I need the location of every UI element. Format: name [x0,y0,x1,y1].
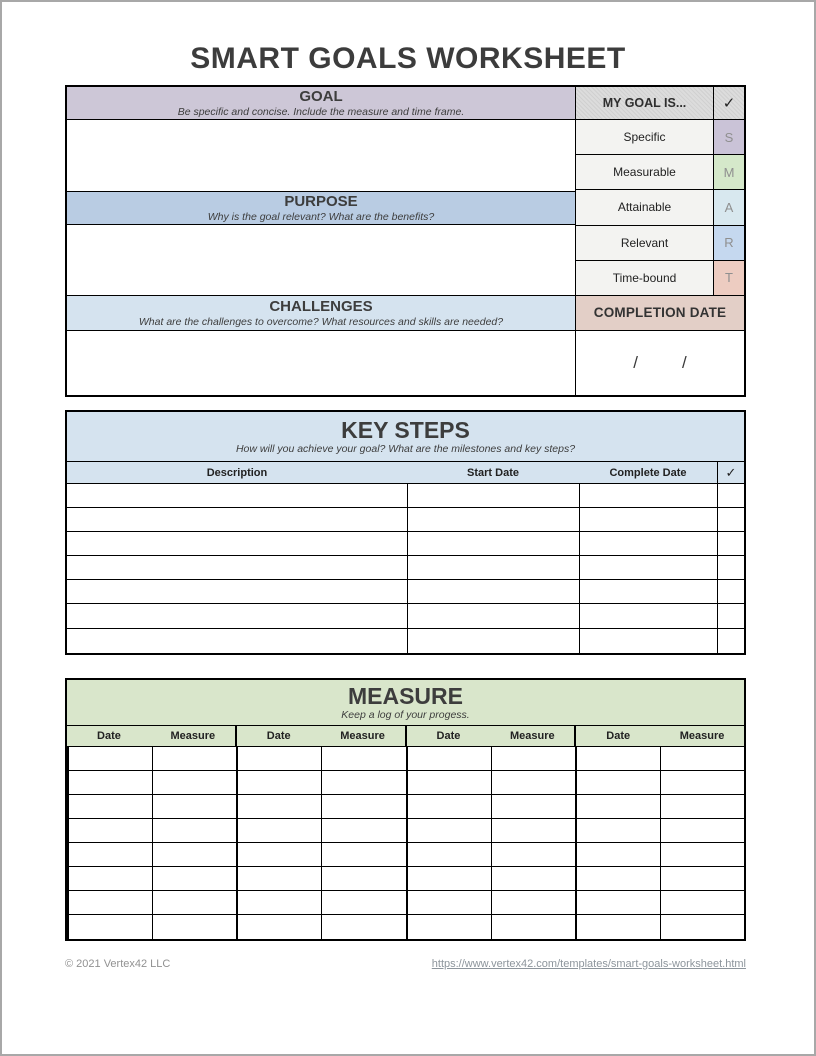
col-header-complete-date: Complete Date [609,466,687,479]
key-step-start-date-cell[interactable] [407,604,579,627]
measure-value-cell[interactable] [152,819,236,842]
key-steps-row [67,508,744,532]
key-step-check-cell[interactable] [717,556,744,579]
measure-date-cell[interactable] [236,891,321,914]
measure-col-date-header: Date [574,726,660,746]
measure-row [67,819,744,843]
measure-date-cell[interactable] [236,915,321,939]
measure-value-cell[interactable] [152,843,236,866]
key-steps-title: KEY STEPS [341,416,470,443]
purpose-title: PURPOSE [284,193,358,211]
measure-value-cell[interactable] [660,819,744,842]
goal-title: GOAL [299,88,343,106]
key-steps-table [65,410,746,655]
key-step-check-cell[interactable] [717,508,744,531]
measure-date-cell[interactable] [236,747,321,770]
purpose-subtitle: Why is the goal relevant? What are the benefits? [207,210,435,223]
my-goal-is-label: MY GOAL IS... [576,87,713,119]
smart-label: Relevant [576,226,713,260]
measure-columns-row [67,726,744,747]
footer [65,958,746,970]
key-step-complete-date-cell[interactable] [579,604,717,627]
measure-col-date-header: Date [405,726,491,746]
measure-date-cell[interactable] [236,867,321,890]
smart-panel [576,87,744,395]
col-header-start-date: Start Date [467,466,519,479]
goal-table-left [67,87,576,395]
measure-date-cell[interactable] [236,819,321,842]
col-header-description: Description [206,466,268,479]
measure-value-cell[interactable] [491,771,575,794]
measure-value-cell[interactable] [491,747,575,770]
smart-check-cell-s[interactable]: S [713,120,744,154]
key-step-complete-date-cell[interactable] [579,532,717,555]
measure-value-cell[interactable] [491,819,575,842]
measure-col-measure-header: Measure [340,729,385,742]
measure-value-cell[interactable] [152,891,236,914]
smart-label: Time-bound [576,261,713,295]
copyright-text: © 2021 Vertex42 LLC [65,957,171,970]
key-step-check-cell[interactable] [717,604,744,627]
smart-check-cell-t[interactable]: T [713,261,744,295]
measure-title: MEASURE [347,682,463,709]
measure-body [67,747,744,939]
measure-value-cell[interactable] [660,867,744,890]
challenges-subtitle: What are the challenges to overcome? What resources and skills are needed? [138,315,504,328]
goal-table [65,85,746,397]
completion-date-entry-area[interactable] [576,331,744,395]
measure-date-cell[interactable] [406,891,491,914]
measure-value-cell[interactable] [660,891,744,914]
measure-date-cell[interactable] [67,747,152,770]
key-step-description-cell[interactable] [67,484,407,507]
measure-col-date-header: Date [235,726,321,746]
check-icon: ✓ [722,95,736,112]
smart-row-measurable [576,155,744,190]
measure-value-cell[interactable] [660,795,744,818]
measure-value-cell[interactable] [152,747,236,770]
content [65,85,746,970]
key-steps-row [67,484,744,508]
key-step-start-date-cell[interactable] [407,484,579,507]
measure-table [65,678,746,941]
measure-date-cell[interactable] [575,747,660,770]
measure-value-cell[interactable] [321,891,405,914]
measure-date-cell[interactable] [575,843,660,866]
measure-date-cell[interactable] [406,771,491,794]
key-steps-row [67,629,744,653]
measure-value-cell[interactable] [321,867,405,890]
key-steps-body [67,484,744,653]
measure-value-cell[interactable] [660,747,744,770]
smart-check-cell-m[interactable]: M [713,155,744,189]
key-step-description-cell[interactable] [67,629,407,653]
key-steps-subtitle: How will you achieve your goal? What are the milestones and key steps? [235,443,576,456]
smart-label: Attainable [576,190,713,224]
measure-col-measure-header: Measure [170,729,216,742]
challenges-header [67,296,575,331]
goal-write-area[interactable] [67,120,575,192]
smart-check-cell-r[interactable]: R [713,226,744,260]
measure-date-cell[interactable] [236,843,321,866]
key-steps-row [67,580,744,604]
measure-value-cell[interactable] [491,867,575,890]
measure-date-cell[interactable] [406,867,491,890]
measure-date-cell[interactable] [406,915,491,939]
key-step-start-date-cell[interactable] [407,629,579,653]
key-step-start-date-cell[interactable] [407,532,579,555]
key-steps-columns-row [67,462,744,484]
measure-date-cell[interactable] [575,867,660,890]
measure-row [67,915,744,939]
measure-col-measure-header: Measure [509,729,555,742]
measure-row [67,771,744,795]
measure-date-cell[interactable] [406,819,491,842]
measure-row [67,891,744,915]
goal-header [67,87,575,120]
measure-subtitle: Keep a log of your progess. [341,708,470,721]
key-step-check-cell[interactable] [717,580,744,603]
measure-value-cell[interactable] [491,843,575,866]
key-step-description-cell[interactable] [67,604,407,627]
challenges-write-area[interactable] [67,331,575,395]
key-step-check-cell[interactable] [717,532,744,555]
purpose-write-area[interactable] [67,225,575,296]
measure-date-cell[interactable] [575,891,660,914]
measure-row [67,795,744,819]
key-step-check-cell[interactable] [717,484,744,507]
date-slash: / [633,352,638,372]
measure-date-cell[interactable] [67,771,152,794]
key-step-start-date-cell[interactable] [407,580,579,603]
measure-row [67,747,744,771]
measure-date-cell[interactable] [575,795,660,818]
measure-header [67,680,744,726]
purpose-header [67,192,575,225]
measure-value-cell[interactable] [491,915,575,939]
smart-label: Specific [576,120,713,154]
measure-value-cell[interactable] [660,915,744,939]
key-step-complete-date-cell[interactable] [579,556,717,579]
measure-date-cell[interactable] [67,819,152,842]
template-link[interactable]: https://www.vertex42.com/templates/smart-goals-worksheet.html [431,957,746,970]
key-step-check-cell[interactable] [717,629,744,653]
key-step-start-date-cell[interactable] [407,508,579,531]
key-step-complete-date-cell[interactable] [579,484,717,507]
smart-row-specific [576,120,744,155]
key-step-complete-date-cell[interactable] [579,580,717,603]
date-slash: / [682,352,687,372]
measure-value-cell[interactable] [491,891,575,914]
col-header-check-icon: ✓ [717,462,744,483]
key-step-description-cell[interactable] [67,532,407,555]
smart-check-cell-a[interactable]: A [713,190,744,224]
key-step-description-cell[interactable] [67,556,407,579]
measure-row [67,867,744,891]
measure-col-measure-header: Measure [679,729,725,742]
measure-date-cell[interactable] [575,819,660,842]
measure-value-cell[interactable] [321,795,405,818]
measure-date-cell[interactable] [406,795,491,818]
key-steps-row [67,532,744,556]
key-step-description-cell[interactable] [67,580,407,603]
key-steps-header [67,412,744,462]
measure-date-cell[interactable] [67,891,152,914]
measure-value-cell[interactable] [152,867,236,890]
smart-row-attainable [576,190,744,225]
measure-value-cell[interactable] [321,771,405,794]
measure-value-cell[interactable] [660,843,744,866]
smart-row-relevant [576,226,744,261]
measure-date-cell[interactable] [67,843,152,866]
key-step-complete-date-cell[interactable] [579,508,717,531]
challenges-title: CHALLENGES [269,298,373,316]
measure-value-cell[interactable] [321,843,405,866]
measure-row [67,843,744,867]
measure-value-cell[interactable] [321,915,405,939]
measure-date-cell[interactable] [236,795,321,818]
key-step-description-cell[interactable] [67,508,407,531]
smart-label: Measurable [576,155,713,189]
measure-date-cell[interactable] [406,843,491,866]
measure-date-cell[interactable] [575,771,660,794]
measure-date-cell[interactable] [67,795,152,818]
measure-value-cell[interactable] [321,819,405,842]
measure-date-cell[interactable] [575,915,660,939]
measure-value-cell[interactable] [660,771,744,794]
key-step-start-date-cell[interactable] [407,556,579,579]
measure-value-cell[interactable] [152,915,236,939]
measure-date-cell[interactable] [67,915,152,939]
measure-col-date-header: Date [97,729,121,742]
measure-date-cell[interactable] [406,747,491,770]
completion-date-header: COMPLETION DATE [576,296,744,331]
key-steps-row [67,556,744,580]
smart-panel-header [576,87,744,120]
smart-row-time-bound [576,261,744,296]
key-step-complete-date-cell[interactable] [579,629,717,653]
measure-value-cell[interactable] [491,795,575,818]
measure-date-cell[interactable] [67,867,152,890]
measure-value-cell[interactable] [152,771,236,794]
page-title: SMART GOALS WORKSHEET [190,42,626,75]
key-steps-row [67,604,744,628]
measure-value-cell[interactable] [152,795,236,818]
measure-date-cell[interactable] [236,771,321,794]
measure-value-cell[interactable] [321,747,405,770]
goal-subtitle: Be specific and concise. Include the measure and time frame. [177,105,465,118]
check-column-header [713,87,744,119]
